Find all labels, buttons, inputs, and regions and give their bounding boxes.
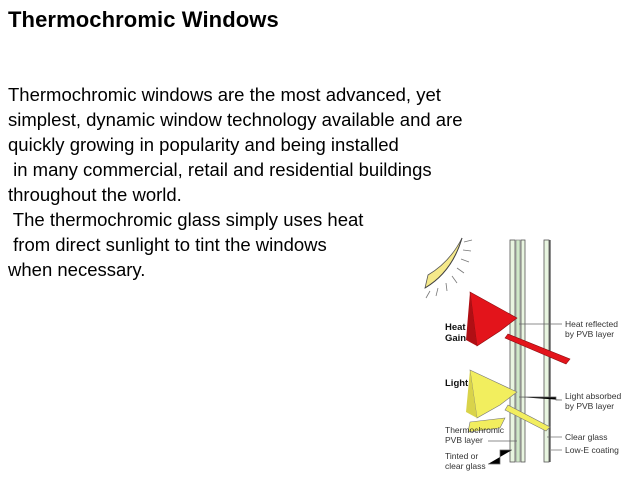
heat-reflected-2: by PVB layer <box>565 329 615 339</box>
body-line: throughout the world. <box>8 184 182 205</box>
light-label: Light <box>445 378 469 389</box>
slide-title: Thermochromic Windows <box>8 7 279 32</box>
tinted-label-2: clear glass <box>445 461 486 471</box>
body-line: when necessary. <box>8 259 146 280</box>
body-line: in many commercial, retail and residential buildings <box>8 159 432 180</box>
thermo-label-1: Thermochromic <box>445 425 505 435</box>
body-line: from direct sunlight to tint the windows <box>8 234 327 255</box>
body-line: simplest, dynamic window technology available and are <box>8 109 463 130</box>
gain-label: Gain <box>445 333 467 344</box>
thermo-label-2: PVB layer <box>445 435 483 445</box>
light-absorbed-1: Light absorbed <box>565 391 622 401</box>
light-absorbed-2: by PVB layer <box>565 401 615 411</box>
body-line: The thermochromic glass simply uses heat <box>8 209 364 230</box>
low-e-label: Low-E coating <box>565 445 619 455</box>
tinted-label-1: Tinted or <box>445 451 479 461</box>
body-line: Thermochromic windows are the most advanced, yet <box>8 84 441 105</box>
clear-glass-label: Clear glass <box>565 432 608 442</box>
body-line: quickly growing in popularity and being installed <box>8 134 399 155</box>
sun-icon <box>425 238 472 298</box>
heat-reflected-1: Heat reflected <box>565 319 618 329</box>
heat-label: Heat <box>445 322 466 333</box>
light-arrow <box>466 370 550 432</box>
